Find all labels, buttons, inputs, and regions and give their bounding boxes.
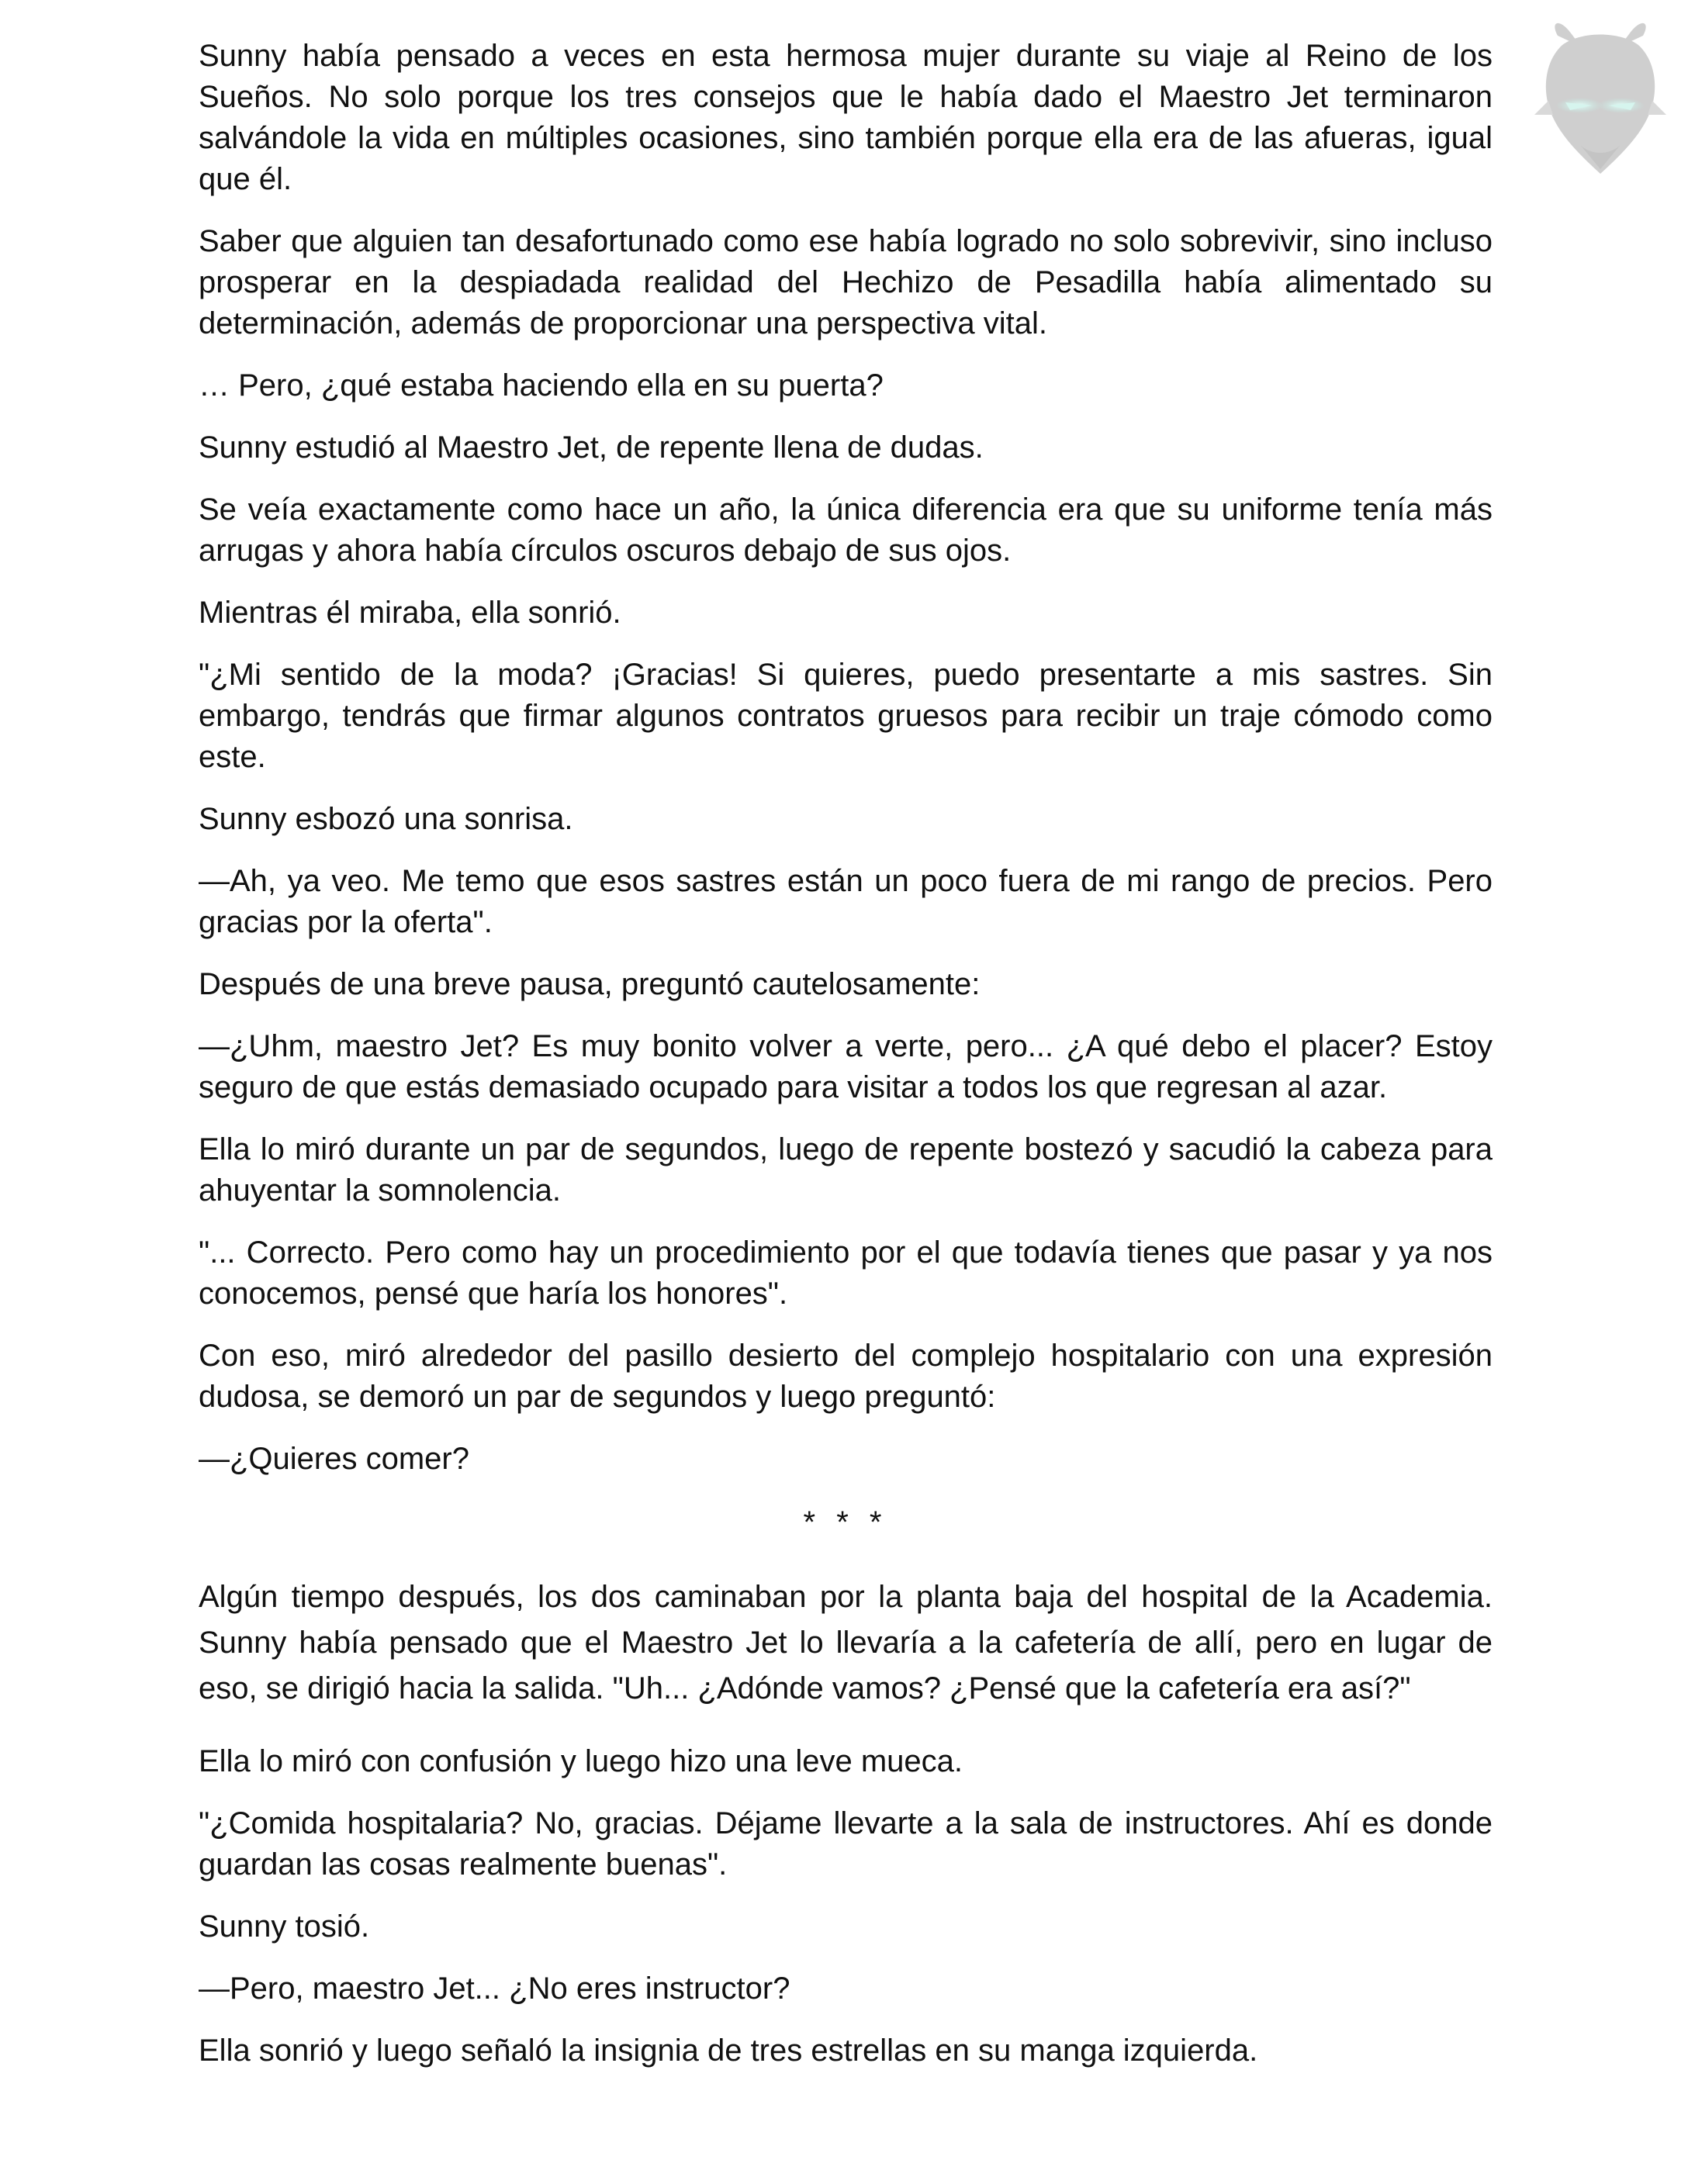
paragraph-18: "¿Comida hospitalaria? No, gracias. Déjame llevarte a la sala de instructores. Ahí es donde guardan las cosas realmente buenas". (199, 1806, 1493, 1882)
paragraph-21: Ella sonrió y luego señaló la insignia de tres estrellas en su manga izquierda. (199, 2034, 1258, 2068)
paragraph-1: Sunny había pensado a veces en esta hermosa mujer durante su viaje al Reino de los Sueños. No solo porque los tres consejos que le había dado el Maestro Jet terminaron salvándole la vida en múltiples ocasiones, sino también porque ella era de las afueras, igual que él. (199, 39, 1493, 196)
scene-separator: * * * (803, 1505, 888, 1540)
paragraph-2: Saber que alguien tan desafortunado como ese había logrado no solo sobrevivir, sino incluso prosperar en la despiadada realidad del Hechizo de Pesadilla había alimentado su determinación, además de proporcionar una perspectiva vital. (199, 224, 1493, 340)
document-page (199, 36, 1493, 2092)
paragraph-13: "... Correcto. Pero como hay un procedimiento por el que todavía tienes que pasar y ya nos conocemos, pensé que haría los honores". (199, 1235, 1493, 1311)
paragraph-6: Mientras él miraba, ella sonrió. (199, 596, 621, 630)
paragraph-12: Ella lo miró durante un par de segundos, luego de repente bostezó y sacudió la cabeza para ahuyentar la somnolencia. (199, 1132, 1493, 1208)
demon-mask-icon (1527, 14, 1674, 185)
paragraph-11: —¿Uhm, maestro Jet? Es muy bonito volver a verte, pero... ¿A qué debo el placer? Estoy seguro de que estás demasiado ocupado para visitar a todos los que regresan al azar. (199, 1029, 1493, 1104)
paragraph-14: Con eso, miró alrededor del pasillo desierto del complejo hospitalario con una expresión dudosa, se demoró un par de segundos y luego preguntó: (199, 1339, 1493, 1414)
paragraph-8: Sunny esbozó una sonrisa. (199, 802, 573, 836)
paragraph-9: —Ah, ya veo. Me temo que esos sastres están un poco fuera de mi rango de precios. Pero gracias por la oferta". (199, 864, 1493, 939)
paragraph-4: Sunny estudió al Maestro Jet, de repente llena de dudas. (199, 430, 984, 465)
paragraph-5: Se veía exactamente como hace un año, la única diferencia era que su uniforme tenía más arrugas y ahora había círculos oscuros debajo de sus ojos. (199, 492, 1493, 568)
paragraph-7: "¿Mi sentido de la moda? ¡Gracias! Si quieres, puedo presentarte a mis sastres. Sin embargo, tendrás que firmar algunos contratos gruesos para recibir un traje cómodo como este. (199, 658, 1493, 774)
paragraph-15: —¿Quieres comer? (199, 1442, 469, 1476)
paragraph-17: Ella lo miró con confusión y luego hizo una leve mueca. (199, 1744, 963, 1778)
paragraph-3: … Pero, ¿qué estaba haciendo ella en su puerta? (199, 368, 884, 403)
paragraph-19: Sunny tosió. (199, 1909, 370, 1944)
paragraph-16: Algún tiempo después, los dos caminaban por la planta baja del hospital de la Academia. Sunny había pensado que el Maestro Jet lo llevaría a la cafetería de allí, pero en lugar de eso, se dirigió hacia la salida. "Uh... ¿Adónde vamos? ¿Pensé que la cafetería era así?" (199, 1580, 1493, 1705)
paragraph-10: Después de una breve pausa, preguntó cautelosamente: (199, 967, 981, 1001)
paragraph-20: —Pero, maestro Jet... ¿No eres instructor? (199, 1971, 790, 2006)
